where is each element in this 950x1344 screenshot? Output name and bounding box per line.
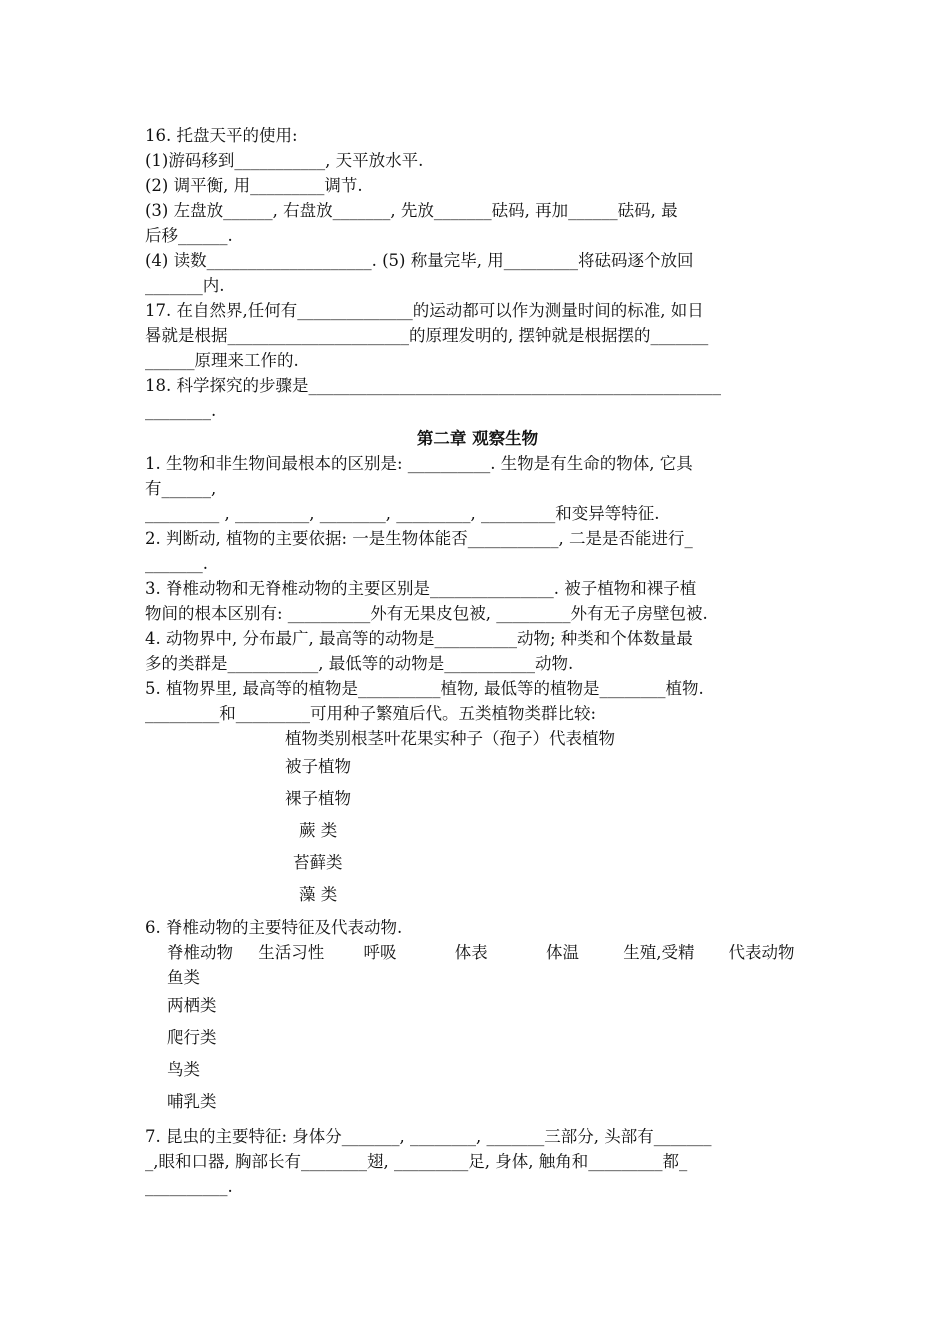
header-cell: 体表: [454, 943, 488, 962]
text-line: 后移______.: [145, 226, 233, 245]
plant-table-row: 蕨 类: [299, 821, 338, 840]
animal-table-row: 爬行类: [167, 1028, 217, 1047]
text-line: 有______,: [145, 479, 217, 498]
chapter-title: 第二章 观察生物: [416, 429, 539, 448]
text-line: 6. 脊椎动物的主要特征及代表动物.: [145, 918, 403, 937]
plant-table-row: 苔藓类: [293, 853, 343, 872]
section-1: [145, 123, 810, 423]
text-line: _______内.: [145, 276, 225, 295]
header-cell: 生活习性: [258, 943, 325, 962]
animal-table-row: 鸟类: [167, 1060, 200, 1079]
text-line: 1. 生物和非生物间最根本的区别是: __________. 生物是有生命的物体, 它具: [145, 454, 693, 473]
text-line: __________.: [145, 1177, 233, 1196]
header-cell: 呼吸: [363, 943, 397, 962]
text-line: 17. 在自然界,任何有______________的运动都可以作为测量时间的标准, 如日: [145, 301, 704, 320]
text-line: 多的类群是___________, 最低等的动物是___________动物.: [145, 654, 574, 673]
animal-table-row: 哺乳类: [167, 1092, 217, 1111]
text-line: (3) 左盘放______, 右盘放_______, 先放_______砝码, 再加______砝码, 最: [145, 201, 678, 220]
animal-table-row: 鱼类: [167, 968, 200, 987]
text-line: ________.: [145, 401, 217, 420]
text-line: _________ , _________, ________, _________, _________和变异等特征.: [145, 504, 660, 523]
plant-table: [145, 726, 810, 911]
animal-table-row: 两栖类: [167, 996, 217, 1015]
text-line: (4) 读数____________________. (5) 称量完毕, 用_________将砝码逐个放回: [145, 251, 694, 270]
plant-table-header: 植物类别根茎叶花果实种子（孢子）代表植物: [285, 729, 615, 748]
text-line: 3. 脊椎动物和无脊椎动物的主要区别是_______________. 被子植物和裸子植: [145, 579, 697, 598]
document-page: [145, 123, 810, 1199]
header-cell: 体温: [546, 943, 579, 962]
text-line: (1)游码移到___________, 天平放水平.: [145, 151, 424, 170]
text-line: 16. 托盘天平的使用:: [145, 126, 298, 145]
animal-table: [145, 940, 810, 1118]
section-3: [145, 1124, 810, 1199]
plant-table-row: 被子植物: [285, 757, 351, 776]
text-line: 2. 判断动, 植物的主要依据: 一是生物体能否___________, 二是是否能进行_: [145, 529, 693, 548]
text-line: 7. 昆虫的主要特征: 身体分_______, ________, _______三部分, 头部有_______: [145, 1127, 712, 1146]
text-line: _,眼和口器, 胸部长有________翅, _________足, 身体, 触角和_________都_: [145, 1152, 688, 1171]
text-line: ______原理来工作的.: [145, 351, 299, 370]
plant-table-row: 裸子植物: [285, 789, 351, 808]
text-line: 晷就是根据______________________的原理发明的, 摆钟就是根据摆的_______: [145, 326, 709, 345]
section-2: [145, 451, 810, 726]
animal-table-header: [145, 940, 810, 965]
text-line: 5. 植物界里, 最高等的植物是__________植物, 最低等的植物是________植物.: [145, 679, 704, 698]
text-line: _______.: [145, 554, 208, 573]
text-line: 18. 科学探究的步骤是__________________________________________________: [145, 376, 721, 395]
header-cell: 脊椎动物: [167, 943, 233, 962]
plant-table-row: 藻 类: [299, 885, 338, 904]
text-line: _________和_________可用种子繁殖后代。五类植物类群比较:: [145, 704, 597, 723]
header-cell: 生殖,受精: [623, 943, 695, 962]
text-line: 物间的根本区别有: __________外有无果皮包被, _________外有无子房壁包被.: [145, 604, 708, 623]
header-cell: 代表动物: [728, 943, 795, 962]
text-line: (2) 调平衡, 用_________调节.: [145, 176, 363, 195]
text-line: 4. 动物界中, 分布最广, 最高等的动物是__________动物; 种类和个体数量最: [145, 629, 693, 648]
